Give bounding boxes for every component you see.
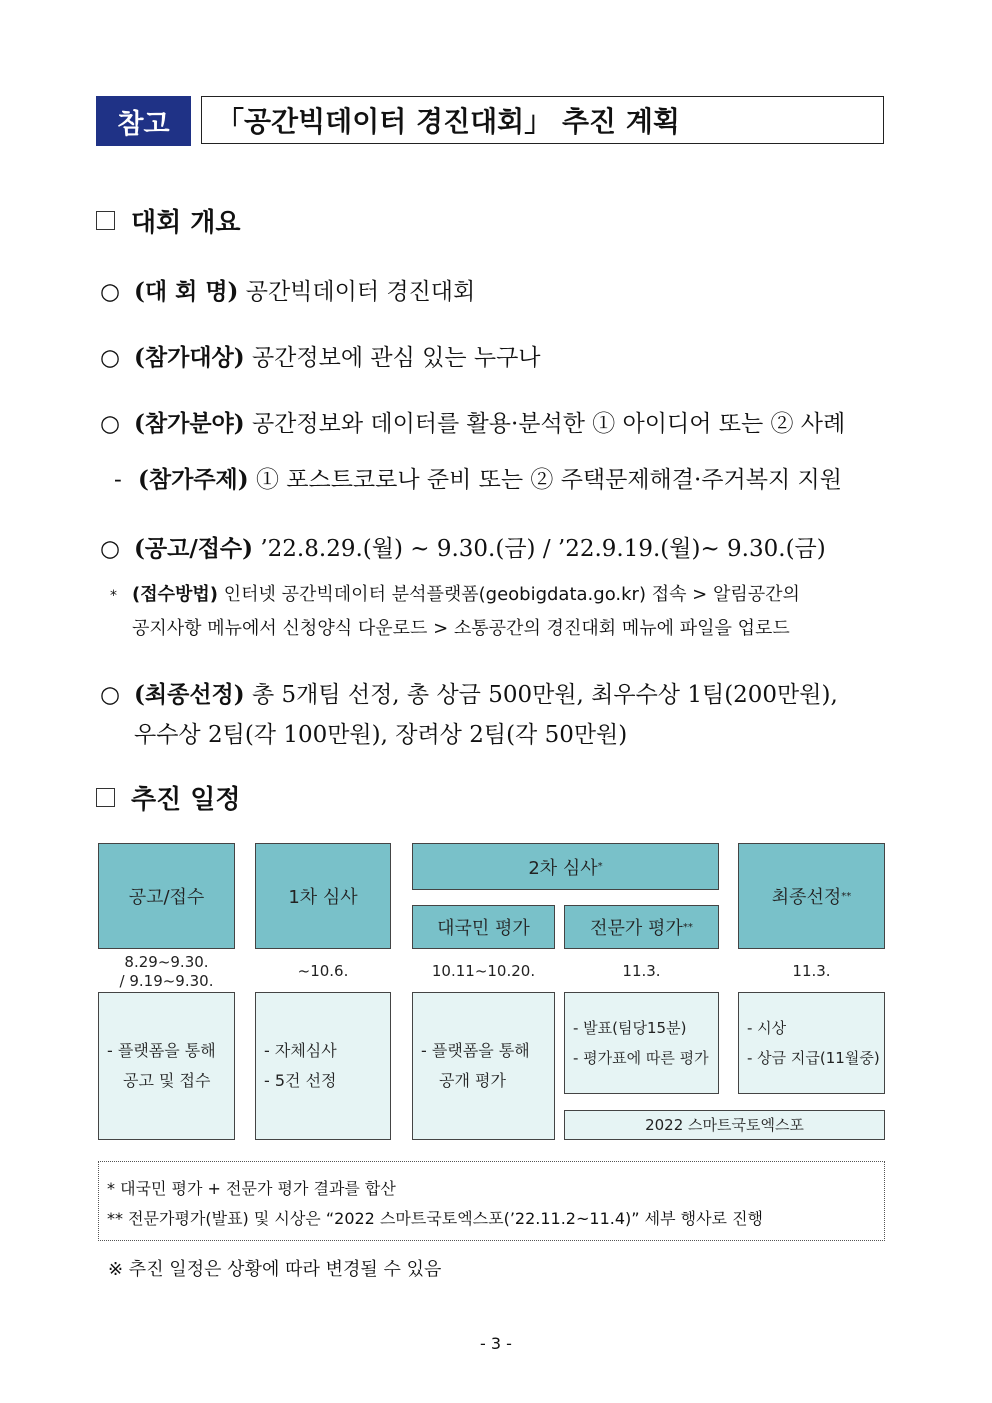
item-text: ① 포스트코로나 준비 또는 ② 주택문제해결·주거복지 지원 <box>255 467 842 493</box>
item-contest-name <box>100 273 475 306</box>
expert-eval-mark: ** <box>682 921 693 933</box>
stage-expert-eval-header <box>564 905 719 949</box>
body-line: - 플랫폼을 통해 <box>107 1041 216 1060</box>
body-line: - 발표(팀당15분) <box>573 1019 687 1037</box>
body-announce <box>98 992 235 1140</box>
body-line: 공고 및 접수 <box>123 1071 211 1090</box>
item-final-selection-line2: 우수상 2팀(각 100만원), 장려상 2팀(각 50만원) <box>134 722 628 748</box>
body-first-review <box>255 992 391 1140</box>
date-announce <box>98 953 235 991</box>
body-line: - 상금 지급(11월중) <box>747 1049 880 1067</box>
footnote-box <box>98 1161 885 1241</box>
dash-bullet: - <box>114 467 122 493</box>
circle-bullet-icon: ○ <box>100 411 121 437</box>
circle-bullet-icon: ○ <box>100 345 121 371</box>
section-schedule-heading <box>96 779 241 816</box>
date-expert-eval: 11.3. <box>622 962 661 980</box>
stage-final-header <box>738 843 885 949</box>
item-final-selection <box>100 676 838 709</box>
item-label: (참가분야) <box>134 410 245 437</box>
method-text: 인터넷 공간빅데이터 분석플랫폼(geobigdata.go.kr) 접속 > 알림공간의 <box>223 584 800 605</box>
method-note-line1 <box>110 580 800 606</box>
body-line: - 플랫폼을 통해 <box>421 1041 530 1060</box>
item-label: (최종선정) <box>134 681 245 708</box>
body-line: - 5건 선정 <box>264 1071 337 1090</box>
section-overview-title: 대회 개요 <box>131 208 241 238</box>
body-final <box>738 992 885 1094</box>
page-number: - 3 - <box>480 1334 512 1353</box>
item-label: (공고/접수) <box>134 535 254 562</box>
item-label: (대 회 명) <box>134 278 239 305</box>
expert-eval-label: 전문가 평가 <box>590 918 683 939</box>
body-line: - 시상 <box>747 1019 787 1037</box>
body-public-eval <box>412 992 555 1140</box>
method-note-line2: 공지사항 메뉴에서 신청양식 다운로드 > 소통공간의 경진대회 메뉴에 파일을 업로드 <box>132 618 790 639</box>
stage-public-eval-header: 대국민 평가 <box>412 905 555 949</box>
checkbox-square-icon <box>96 788 115 807</box>
item-announcement <box>100 530 826 563</box>
date-public-eval: 10.11~10.20. <box>431 962 536 980</box>
item-label: (참가주제) <box>138 466 249 493</box>
item-topic <box>114 461 842 494</box>
circle-bullet-icon: ○ <box>100 536 121 562</box>
date-announce-line2: / 9.19~9.30. <box>119 972 214 990</box>
circle-bullet-icon: ○ <box>100 279 121 305</box>
item-text: ’22.8.29.(월) ~ 9.30.(금) / ’22.9.19.(월)~ 9.30.(금) <box>260 536 826 562</box>
footnote-2: ** 전문가평가(발표) 및 시상은 “2022 스마트국토엑스포(’22.11.2~11.4)” 세부 행사로 진행 <box>107 1209 763 1228</box>
stage-announce-header: 공고/접수 <box>98 843 235 949</box>
checkbox-square-icon <box>96 211 115 230</box>
circle-bullet-icon: ○ <box>100 682 121 708</box>
date-final: 11.3. <box>792 962 831 980</box>
section-overview-heading <box>96 202 241 239</box>
body-line: - 자체심사 <box>264 1041 337 1060</box>
second-review-label: 2차 심사 <box>528 857 598 879</box>
body-line: 공개 평가 <box>439 1071 506 1090</box>
item-participants <box>100 339 541 372</box>
section-schedule-title: 추진 일정 <box>131 785 241 815</box>
item-field <box>100 405 845 438</box>
date-announce-line1: 8.29~9.30. <box>124 953 209 971</box>
reference-tag: 참고 <box>96 96 191 146</box>
item-text: 공간빅데이터 경진대회 <box>245 279 476 305</box>
expo-bar: 2022 스마트국토엑스포 <box>564 1110 885 1140</box>
body-expert-eval <box>564 992 719 1094</box>
second-review-mark: * <box>597 861 603 872</box>
page-title: 「공간빅데이터 경진대회」 추진 계획 <box>201 96 884 144</box>
footnote-1: * 대국민 평가 + 전문가 평가 결과를 합산 <box>107 1179 396 1198</box>
method-label: (접수방법) <box>132 584 219 605</box>
asterisk-bullet: * <box>110 588 117 604</box>
item-text: 공간정보와 데이터를 활용·분석한 ① 아이디어 또는 ② 사례 <box>251 411 846 437</box>
item-text: 공간정보에 관심 있는 누구나 <box>251 345 541 371</box>
stage-second-review-header <box>412 843 719 890</box>
item-text: 총 5개팀 선정, 총 상금 500만원, 최우수상 1팀(200만원), <box>251 682 838 708</box>
item-label: (참가대상) <box>134 344 245 371</box>
schedule-change-notice: ※ 추진 일정은 상황에 따라 변경될 수 있음 <box>108 1259 442 1280</box>
final-label: 최종선정 <box>771 887 842 908</box>
stage-first-review-header: 1차 심사 <box>255 843 391 949</box>
date-first-review: ~10.6. <box>297 962 349 980</box>
final-mark: ** <box>841 890 852 902</box>
body-line: - 평가표에 따른 평가 <box>573 1049 709 1067</box>
